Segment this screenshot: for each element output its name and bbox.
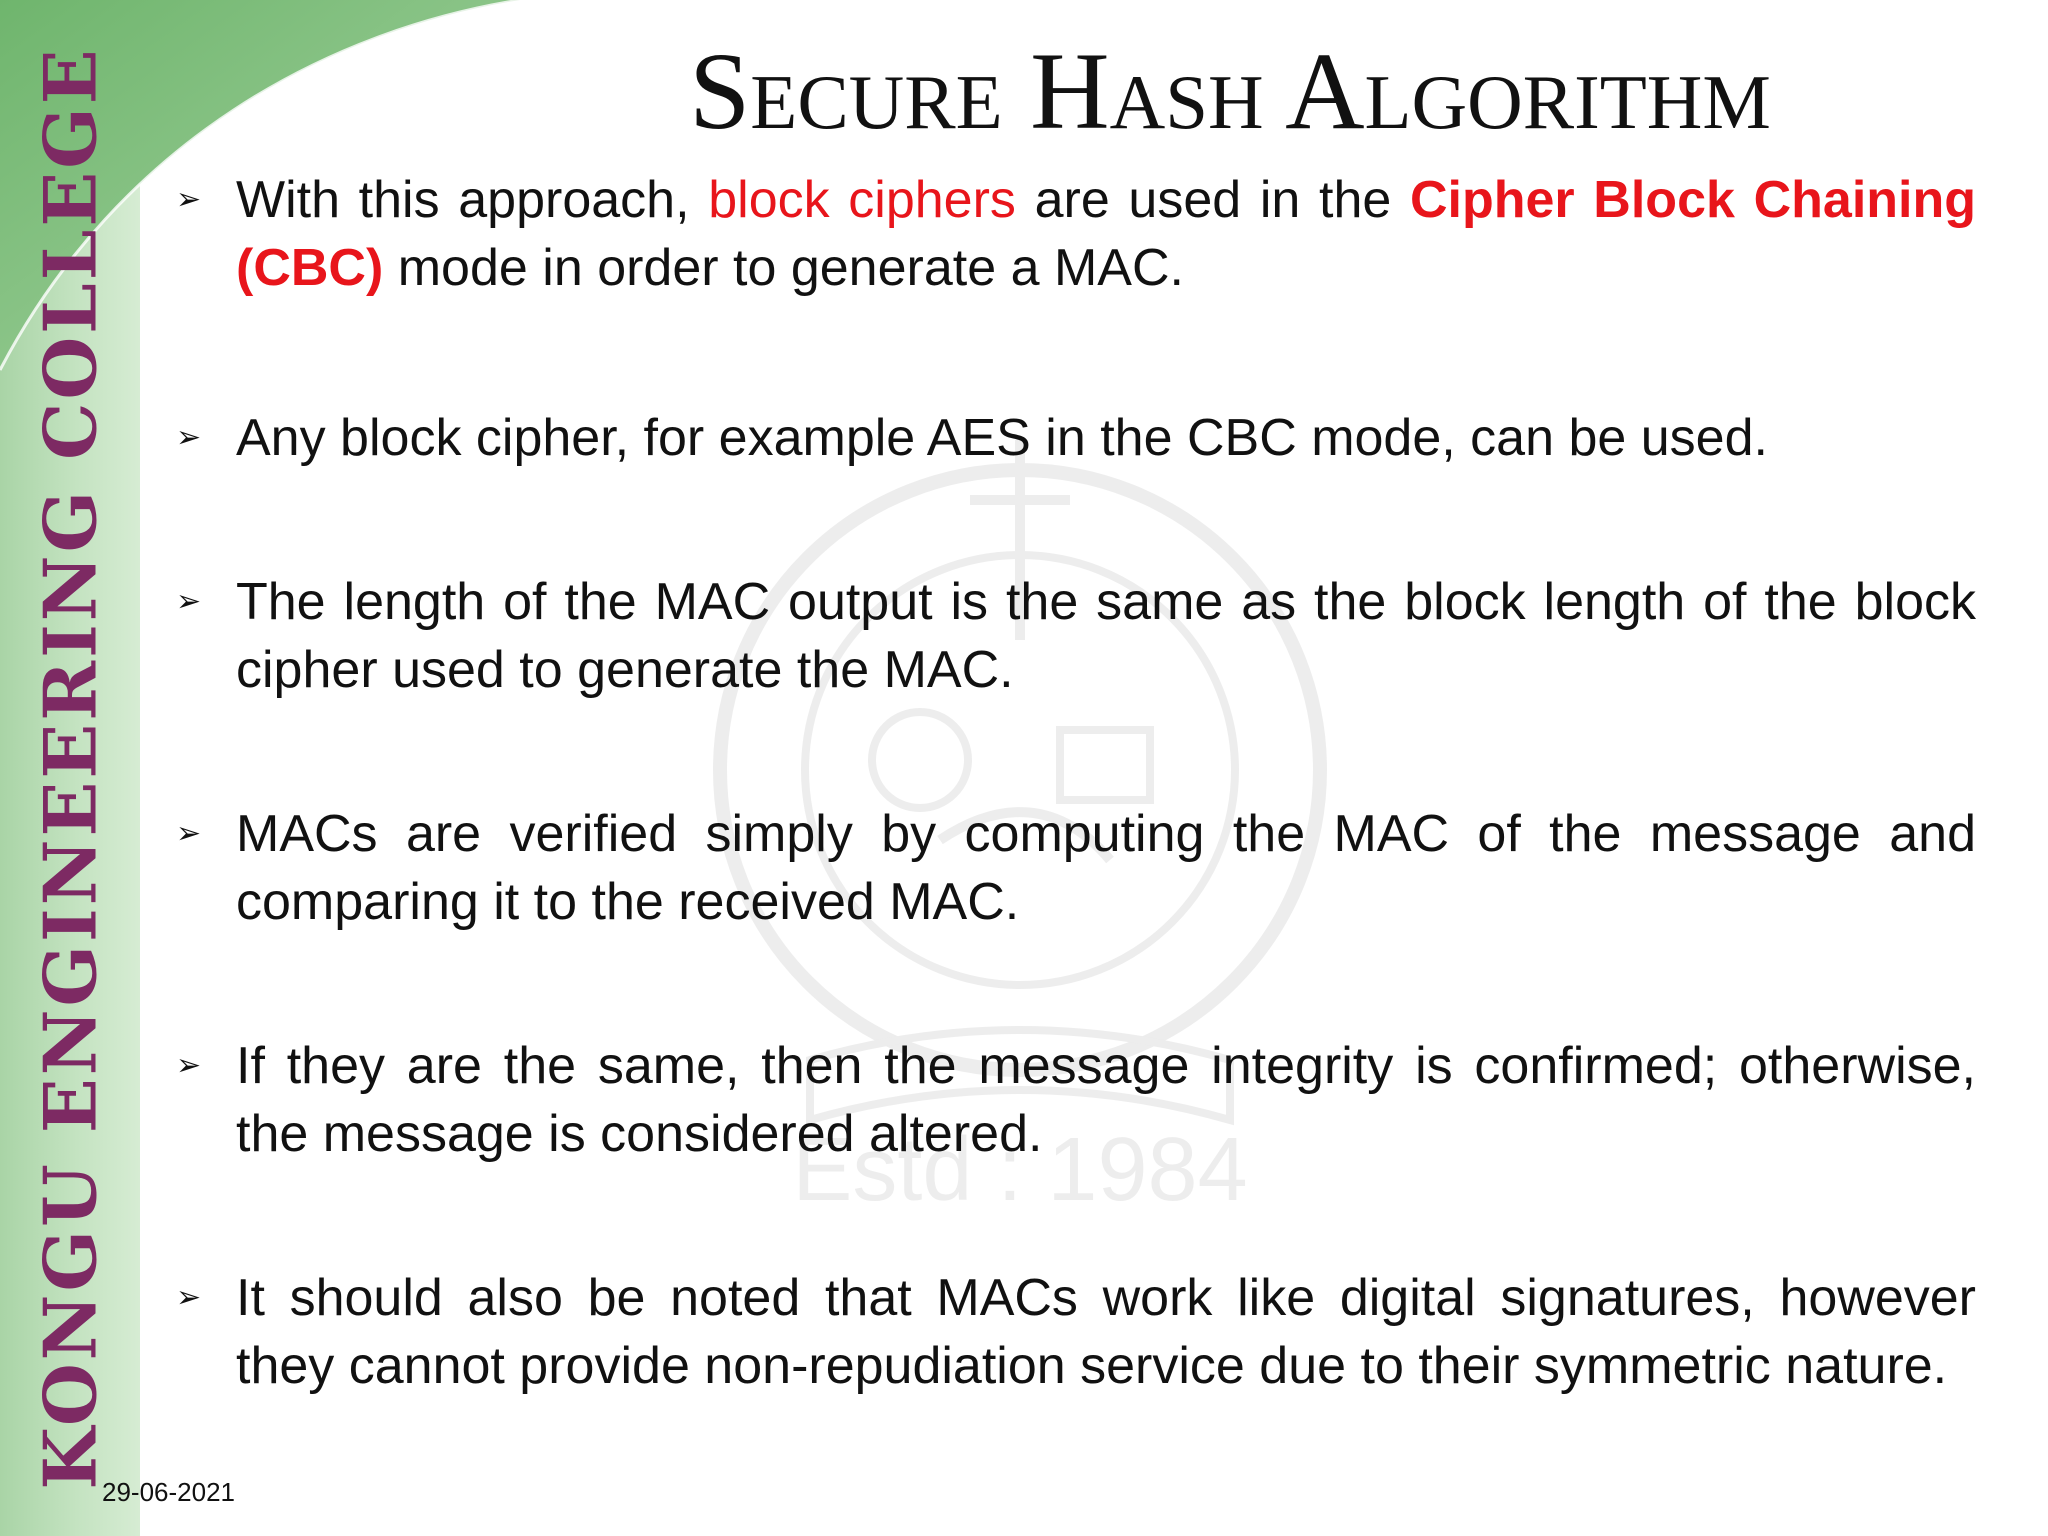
arrowhead-bullet-icon: ➢ bbox=[176, 421, 202, 454]
highlight-cbc: Cipher Block Chaining (CBC) bbox=[236, 171, 1977, 297]
bullet-text: It should also be noted that MACs work like digital signatures, however they cannot provide non-repudiation service due to their symmetric nature. bbox=[236, 1269, 1976, 1395]
bullet-item bbox=[176, 1264, 1976, 1400]
bullet-text: mode in order to generate a MAC. bbox=[383, 239, 1184, 297]
bullet-text: MACs are verified simply by computing the MAC of the message and comparing it to the received MAC. bbox=[236, 805, 1976, 931]
bullet-text: are used in the bbox=[1015, 171, 1410, 229]
bullet-text: With this approach, bbox=[236, 171, 709, 229]
arrowhead-bullet-icon: ➢ bbox=[176, 585, 202, 618]
arrowhead-bullet-icon: ➢ bbox=[176, 817, 202, 850]
bullet-text: If they are the same, then the message integrity is confirmed; otherwise, the message is considered altered. bbox=[236, 1037, 1976, 1163]
bullet-list bbox=[176, 166, 1976, 1400]
bullet-text: The length of the MAC output is the same as the block length of the block cipher used to generate the MAC. bbox=[236, 573, 1976, 699]
bullet-item bbox=[176, 166, 1976, 302]
slide-title: Secure Hash Algorithm bbox=[689, 30, 1771, 152]
watermark-estd-text: Estd : 1984 bbox=[792, 1120, 1248, 1220]
arrowhead-bullet-icon: ➢ bbox=[176, 183, 202, 216]
bullet-item bbox=[176, 404, 1976, 472]
bullet-text: Any block cipher, for example AES in the CBC mode, can be used. bbox=[236, 409, 1768, 467]
bullet-item bbox=[176, 800, 1976, 936]
arrowhead-bullet-icon: ➢ bbox=[176, 1281, 202, 1314]
bullet-item bbox=[176, 568, 1976, 704]
slide-date: 29-06-2021 bbox=[102, 1477, 235, 1507]
college-name-vertical: KONGU ENGINEERING COLLEGE bbox=[27, 46, 113, 1490]
arrowhead-bullet-icon: ➢ bbox=[176, 1049, 202, 1082]
bullet-item bbox=[176, 1032, 1976, 1168]
highlight-block-ciphers: block ciphers bbox=[708, 171, 1016, 229]
